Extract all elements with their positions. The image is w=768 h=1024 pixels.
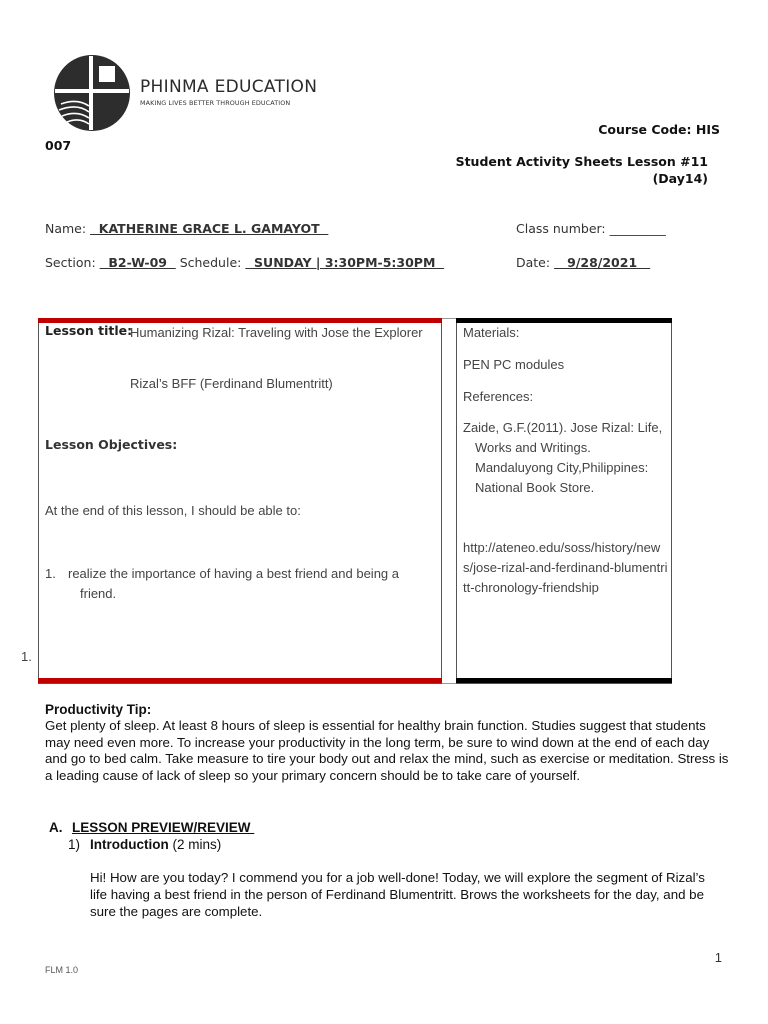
tip-heading: Productivity Tip: (45, 702, 152, 717)
course-code-suffix: 007 (45, 138, 72, 153)
objectives-heading: Lesson Objectives: (45, 437, 178, 452)
stray-list-number: 1. (21, 649, 32, 664)
section-label: Section: (45, 255, 96, 270)
references-label: References: (463, 389, 534, 404)
schedule-label: Schedule: (179, 255, 242, 270)
materials-value: PEN PC modules (463, 357, 565, 372)
brand-name: PHINMA EDUCATION (140, 77, 318, 97)
lesson-title: Humanizing Rizal: Traveling with Jose the Explorer (130, 325, 423, 340)
objectives-intro: At the end of this lesson, I should be able to: (45, 503, 301, 518)
date-row (516, 255, 650, 270)
phinma-logo-icon (53, 54, 131, 132)
reference-book: Zaide, G.F.(2011). Jose Rizal: Life, Works and Writings. Mandaluyong City,Philippines: National Book Store. (463, 420, 663, 495)
course-code: Course Code: HIS (598, 122, 720, 137)
section-value: B2-W-09 (99, 255, 176, 270)
intro-title: Introduction (90, 837, 169, 852)
lesson-title-label: Lesson title: (45, 323, 133, 338)
name-label: Name: (45, 221, 87, 236)
objective-number: 1. (45, 566, 56, 581)
date-value: 9/28/2021 (554, 255, 651, 270)
tip-body: Get plenty of sleep. At least 8 hours of sleep is essential for healthy brain function. Studies suggest that students may need even more. To increase your productivity in the long term, be sure to wind down at the end of each day and go to bed calm. Take measure to tire your body out and relax the mind, such as exercise or meditation. Stress is a leading cause of lack of sleep so your primary concern should be to take care of yourself. (45, 718, 729, 783)
materials-label: Materials: (463, 325, 520, 340)
intro-body: Hi! How are you today? I commend you for a job well-done! Today, we will explore the segment of Rizal’s life having a best friend in the person of Ferdinand Blumentritt. Brows the worksheets for the day, and be sure the pages are complete. (90, 870, 705, 919)
name-row (45, 221, 328, 236)
intro-number: 1) (68, 837, 81, 852)
date-label: Date: (516, 255, 551, 270)
intro-heading (90, 837, 221, 852)
objective-text: realize the importance of having a best friend and being a friend. (68, 566, 399, 601)
page-number: 1 (714, 950, 722, 965)
lesson-subtitle: Rizal’s BFF (Ferdinand Blumentritt) (130, 376, 333, 391)
brand-tagline: MAKING LIVES BETTER THROUGH EDUCATION (140, 99, 291, 107)
reference-link[interactable]: http://ateneo.edu/soss/history/news/jose-rizal-and-ferdinand-blumentritt-chronology-friendship (463, 540, 668, 595)
sheet-title: Student Activity Sheets Lesson #11 (455, 154, 708, 169)
red-bottom-rule (38, 678, 442, 683)
table-divider (442, 318, 456, 684)
name-value: KATHERINE GRACE L. GAMAYOT (90, 221, 329, 236)
footer-code: FLM 1.0 (45, 965, 79, 975)
section-title: LESSON PREVIEW/REVIEW (72, 820, 255, 835)
class-number-label: Class number: (516, 221, 606, 236)
black-bottom-rule (456, 678, 672, 683)
schedule-value: SUNDAY | 3:30PM-5:30PM (245, 255, 445, 270)
class-number-value: _________ (609, 221, 666, 236)
section-row (45, 255, 444, 270)
class-number-row (516, 221, 666, 236)
intro-duration: (2 mins) (172, 837, 222, 852)
section-letter: A. (49, 820, 63, 835)
sheet-day: (Day14) (652, 171, 708, 186)
